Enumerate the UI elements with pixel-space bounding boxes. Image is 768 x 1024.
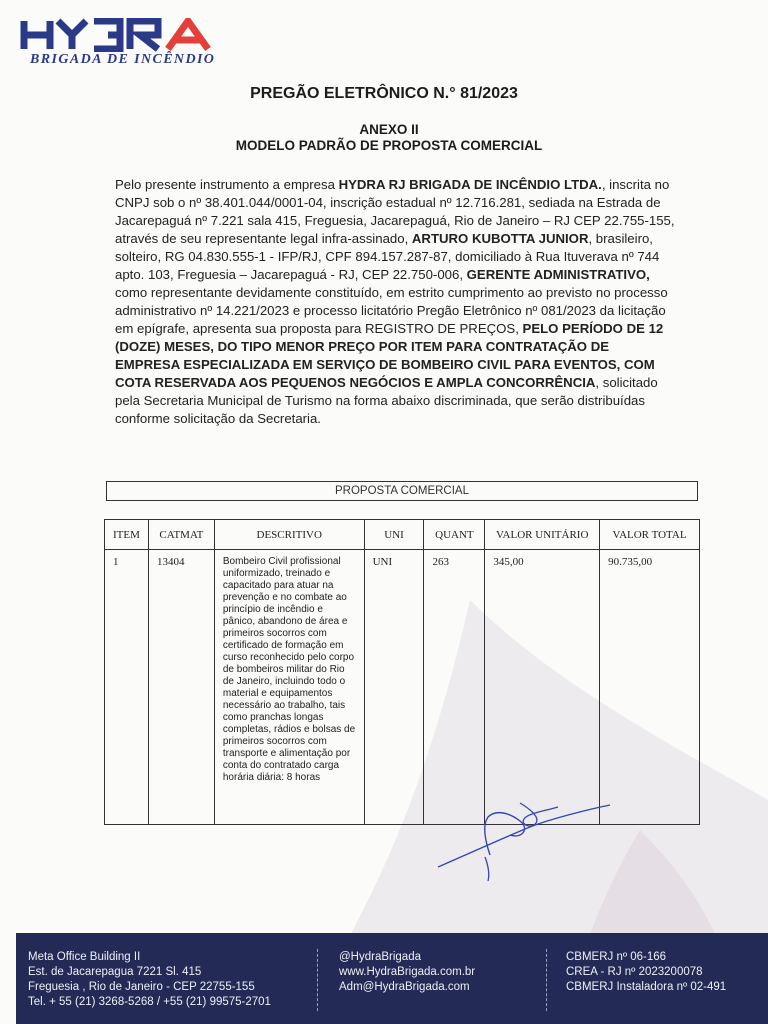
footer-phone: Tel. + 55 (21) 3268-5268 / +55 (21) 99575-2701: [28, 996, 271, 1008]
footer-registration-line: CREA - RJ nº 2023200078: [566, 966, 703, 978]
footer-address-line: Meta Office Building II: [28, 951, 141, 963]
company-logo: [18, 18, 233, 67]
footer-registration-line: CBMERJ Instaladora nº 02-491: [566, 981, 727, 993]
cell-descritivo: Bombeiro Civil profissional uniformizado, treinado e capacitado para atuar na prevenção e no combate ao princípio de incêndio e pânico, abandono de área e primeiros socorros com certificado de formação em curso reconhecido pelo corpo de bombeiros militar do Rio de Janeiro, incluindo todo o material e equipamentos necessário ao trabalho, tais como pranchas longas completas, rádios e bolsas de primeiros socorros com transporte e alimentação por conta do contratado carga horária diária: 8 horas: [214, 550, 364, 825]
header-item: ITEM: [105, 520, 149, 550]
proposta-comercial-label: PROPOSTA COMERCIAL: [106, 481, 698, 501]
footer-address-line: Est. de Jacarepagua 7221 Sl. 415: [28, 966, 202, 978]
text-segment: Pelo presente instrumento a empresa: [115, 177, 339, 192]
header-uni: UNI: [364, 520, 424, 550]
logo-subtitle: BRIGADA DE INCÊNDIO: [30, 52, 216, 67]
footer-address-line: Freguesia , Rio de Janeiro - CEP 22755-155: [28, 981, 255, 993]
cell-valor-total: 90.735,00: [600, 550, 700, 825]
annex-label: ANEXO II: [359, 122, 419, 137]
cell-quant: 263: [424, 550, 485, 825]
text-segment: como representante devidamente constituído, em estrito cumprimento ao previsto no processo administrativo nº 14.221/2023 e processo licitatório Pregão Eletrônico nº 081/2023 da licitação em epígrafe, apresenta sua proposta para REGISTRO DE PREÇOS,: [115, 285, 668, 336]
footer-divider: [546, 949, 547, 1011]
footer-social-handle[interactable]: @HydraBrigada: [339, 951, 421, 963]
text-segment: , inscrita no CNPJ sob o nº 38.401.044/0001-04, inscrição estadual nº 12.716.281, sediada na Estrada de Jacarepaguá nº 7.221 sala 415, Freguesia, Jacarepaguá, Rio de Janeiro – RJ CEP 22.755-155, através de seu representante legal infra-assinado,: [115, 177, 675, 246]
text-segment: , solicitado pela Secretaria Municipal de Turismo na forma abaixo discriminada, que serão distribuídas conforme solicitação da Secretaria.: [115, 375, 658, 426]
annex-subtitle: MODELO PADRÃO DE PROPOSTA COMERCIAL: [235, 138, 543, 153]
header-valor-unitario: VALOR UNITÁRIO: [485, 520, 600, 550]
header-catmat: CATMAT: [148, 520, 214, 550]
footer-bar: [16, 933, 768, 1024]
contract-scope: PELO PERÍODO DE 12 (DOZE) MESES, DO TIPO MENOR PREÇO POR ITEM PARA CONTRATAÇÃO DE EMPRESA ESPECIALIZADA EM SERVIÇO DE BOMBEIRO CIVIL PARA EVENTOS, COM COTA RESERVADA AOS PEQUENOS NEGÓCIOS E AMPLA CONCORRÊNCIA: [115, 321, 664, 390]
handwritten-signature: [430, 795, 630, 885]
footer-divider: [317, 949, 318, 1011]
table-row: [105, 550, 700, 825]
hydra-logo-icon: [18, 18, 233, 52]
cell-valor-unitario: 345,00: [485, 550, 600, 825]
header-valor-total: VALOR TOTAL: [600, 520, 700, 550]
footer-website-link[interactable]: www.HydraBrigada.com.br: [339, 966, 476, 978]
footer-contact: [339, 950, 475, 995]
representative-role: GERENTE ADMINISTRATIVO,: [466, 267, 650, 282]
footer-email-link[interactable]: Adm@HydraBrigada.com: [339, 981, 470, 993]
page-title: PREGÃO ELETRÔNICO N.° 81/2023: [250, 85, 518, 102]
cell-catmat: 13404: [148, 550, 214, 825]
cell-uni: UNI: [364, 550, 424, 825]
header-quant: QUANT: [424, 520, 485, 550]
company-name: HYDRA RJ BRIGADA DE INCÊNDIO LTDA.: [338, 177, 602, 192]
pricing-table: [104, 519, 700, 825]
text-segment: , brasileiro, solteiro, RG 04.830.555-1 - IFP/RJ, CPF 894.157.287-87, domiciliado à Rua Ituverava nº 744 apto. 103, Freguesia – Jacarepaguá - RJ, CEP 22.750-006,: [115, 231, 660, 282]
cell-item: 1: [105, 550, 149, 825]
footer-address: [28, 950, 271, 1010]
annex-heading: [0, 122, 768, 154]
proposal-paragraph: [115, 176, 675, 428]
table-header-row: [105, 520, 700, 550]
footer-registration-line: CBMERJ nº 06-166: [566, 951, 667, 963]
representative-name: ARTURO KUBOTTA JUNIOR: [411, 231, 589, 246]
footer-registrations: [566, 950, 726, 995]
header-descritivo: DESCRITIVO: [214, 520, 364, 550]
